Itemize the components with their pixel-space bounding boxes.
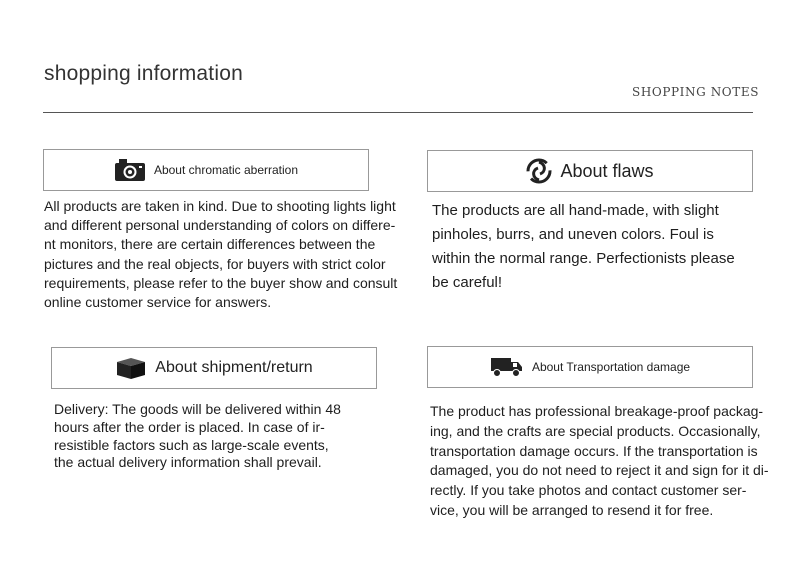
section-header-shipment-return bbox=[51, 347, 377, 389]
text-line: within the normal range. Perfectionists please bbox=[432, 250, 735, 267]
section-heading: About chromatic aberration bbox=[153, 163, 299, 177]
text-line: All products are taken in kind. Due to shooting lights light bbox=[44, 198, 396, 214]
text-line: vice, you will be arranged to resend it for free. bbox=[430, 501, 714, 518]
camera-icon bbox=[114, 158, 146, 182]
text-line: and different personal understanding of colors on differe- bbox=[44, 217, 396, 234]
section-heading: About flaws bbox=[560, 160, 654, 181]
section-heading: About shipment/return bbox=[155, 359, 313, 376]
section-text-flaws bbox=[432, 199, 735, 295]
header-divider bbox=[43, 112, 753, 113]
section-header-chromatic-aberration bbox=[43, 149, 369, 191]
swirl-icon bbox=[526, 158, 552, 184]
section-heading: About Transportation damage bbox=[531, 360, 691, 374]
text-line: rectly. If you take photos and contact customer ser- bbox=[430, 482, 747, 499]
text-line: hours after the order is placed. In case of ir- bbox=[54, 418, 325, 435]
text-line: resistible factors such as large-scale events, bbox=[54, 436, 329, 453]
text-line: nt monitors, there are certain differences between the bbox=[44, 236, 376, 253]
section-text-chromatic-aberration bbox=[44, 197, 397, 312]
section-text-transportation-damage bbox=[430, 402, 769, 521]
text-line: Delivery: The goods will be delivered within 48 bbox=[54, 401, 341, 417]
text-line: damaged, you do not need to reject it and sign for it di- bbox=[430, 462, 769, 479]
text-line: The product has professional breakage-proof packag- bbox=[430, 403, 764, 419]
text-line: pinholes, burrs, and uneven colors. Foul is bbox=[432, 226, 714, 243]
text-line: ing, and the crafts are special products. Occasionally, bbox=[430, 422, 761, 439]
text-line: be careful! bbox=[432, 274, 503, 291]
text-line: transportation damage occurs. If the transportation is bbox=[430, 442, 758, 459]
section-header-flaws bbox=[427, 150, 753, 192]
page-subtitle: SHOPPING NOTES bbox=[632, 85, 760, 99]
text-line: the actual delivery information shall prevail. bbox=[54, 454, 322, 471]
truck-icon bbox=[490, 356, 524, 378]
text-line: pictures and the real objects, for buyers with strict color bbox=[44, 255, 386, 272]
text-line: The products are all hand-made, with slight bbox=[432, 202, 719, 219]
text-line: online customer service for answers. bbox=[44, 294, 272, 311]
section-header-transportation-damage bbox=[427, 346, 753, 388]
section-text-shipment-return bbox=[54, 401, 341, 472]
text-line: requirements, please refer to the buyer show and consult bbox=[44, 274, 398, 291]
box-icon bbox=[115, 356, 147, 380]
page-title: shopping information bbox=[44, 62, 243, 85]
